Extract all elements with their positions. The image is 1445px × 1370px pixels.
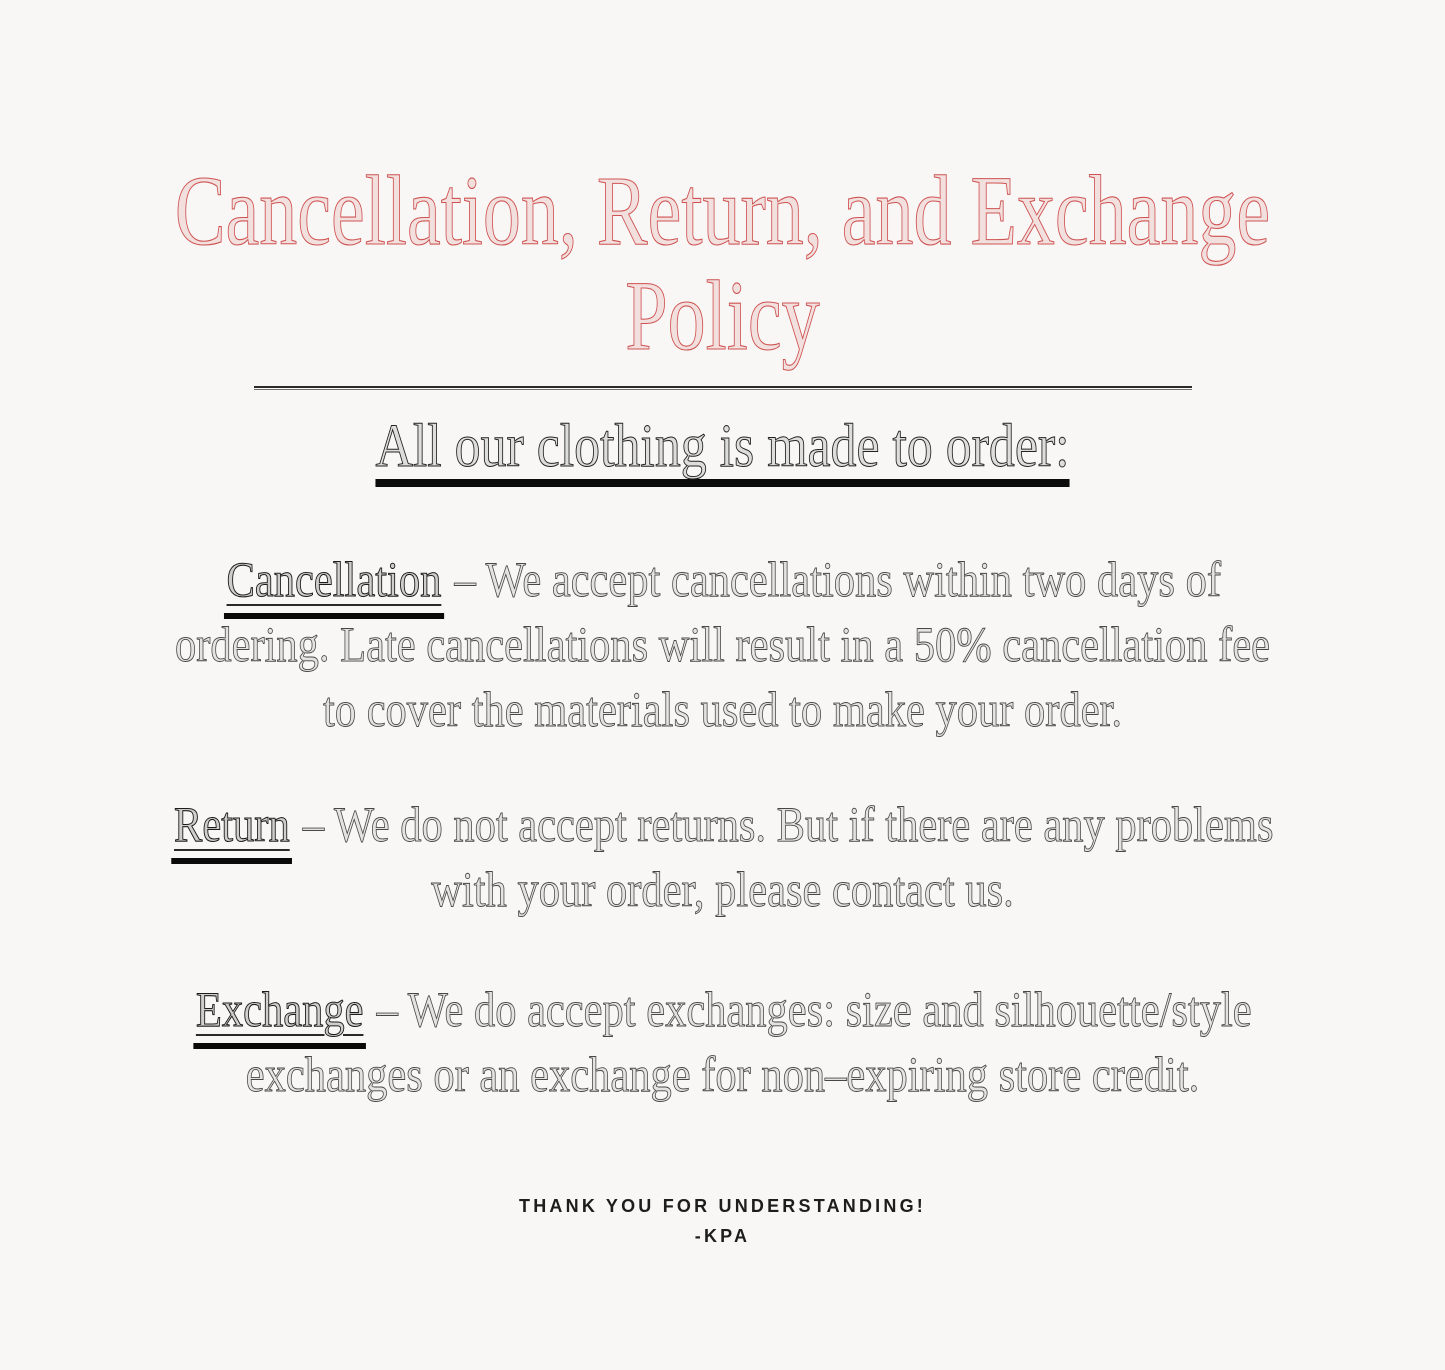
separator-dash: – [292,796,334,852]
policy-exchange-text-1: We do accept exchanges: size and silhouette/style [407,981,1252,1037]
policy-return-text-1: We do not accept returns. But if there are any problems [333,796,1274,852]
separator-dash: – [443,551,486,607]
footer-signature: -KPA [694,1226,751,1246]
policy-section-exchange [0,977,1445,1107]
page-title [0,0,1445,371]
policy-cancellation-line-1 [108,547,1336,612]
policy-return-text-2: with your order, please contact us. [431,861,1014,917]
policy-cancellation-text-3: to cover the materials used to make your order. [323,681,1122,737]
divider-line [254,386,1192,390]
policy-section-return [0,792,1445,922]
subheading: All our clothing is made to order: [375,413,1070,480]
separator-dash: – [366,981,408,1037]
policy-exchange-line-1 [108,977,1336,1042]
keyword-return: Return [171,796,292,864]
policy-section-cancellation [0,547,1445,742]
subheading-row [108,410,1336,483]
footer [0,1191,1445,1251]
footer-thanks-text: THANK YOU FOR UNDERSTANDING! [519,1196,926,1216]
policy-cancellation-text-1: We accept cancellations within two days of [485,551,1221,607]
page-title-line-1: Cancellation, Return, and Exchange [174,155,1271,266]
page-title-line-2: Policy [625,260,820,371]
keyword-cancellation: Cancellation [224,551,444,619]
keyword-exchange: Exchange [193,981,366,1049]
policy-return-line-1 [108,792,1336,857]
policy-cancellation-text-2: ordering. Late cancellations will result in a 50% cancellation fee [174,616,1271,672]
policy-exchange-text-2: exchanges or an exchange for non–expiring store credit. [245,1046,1200,1102]
